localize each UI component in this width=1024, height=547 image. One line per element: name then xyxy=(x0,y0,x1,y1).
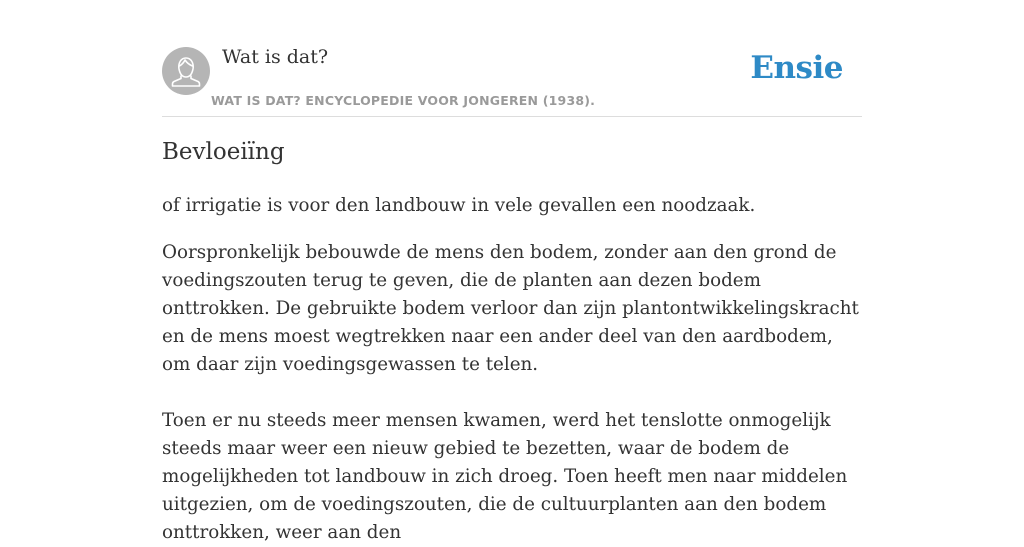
avatar[interactable] xyxy=(162,47,210,95)
article-paragraph: Oorspronkelijk bebouwde de mens den bodem, zonder aan den grond de voedingszouten terug te geven, die de planten aan dezen bodem onttrokken. De gebruikte bodem verloor dan zijn plantontwikkelingskracht en de mens moest wegtrekken naar een ander deel van den aardbodem, om daar zijn voedingsgewassen te telen. xyxy=(162,242,859,375)
article-paragraph: Toen er nu steeds meer mensen kwamen, werd het tenslotte onmogelijk steeds maar weer een nieuw gebied te bezetten, waar de bodem de mogelijkheden tot landbouw in zich droeg. Toen heeft men naar middelen uitgezien, om de voedingszouten, die de cultuurplanten aan den bodem onttrokken, weer aan den xyxy=(162,410,848,543)
user-icon xyxy=(162,47,210,95)
source-title[interactable]: Wat is dat? xyxy=(222,46,329,68)
article-intro: of irrigatie is voor den landbouw in vele gevallen een noodzaak. xyxy=(162,195,756,216)
source-subtitle[interactable]: WAT IS DAT? ENCYCLOPEDIE VOOR JONGEREN (1938). xyxy=(211,93,596,108)
article-title: Bevloeiïng xyxy=(162,139,285,165)
source-header xyxy=(162,0,862,117)
ensie-logo[interactable]: Ensie xyxy=(750,50,843,86)
page-container xyxy=(162,0,862,543)
